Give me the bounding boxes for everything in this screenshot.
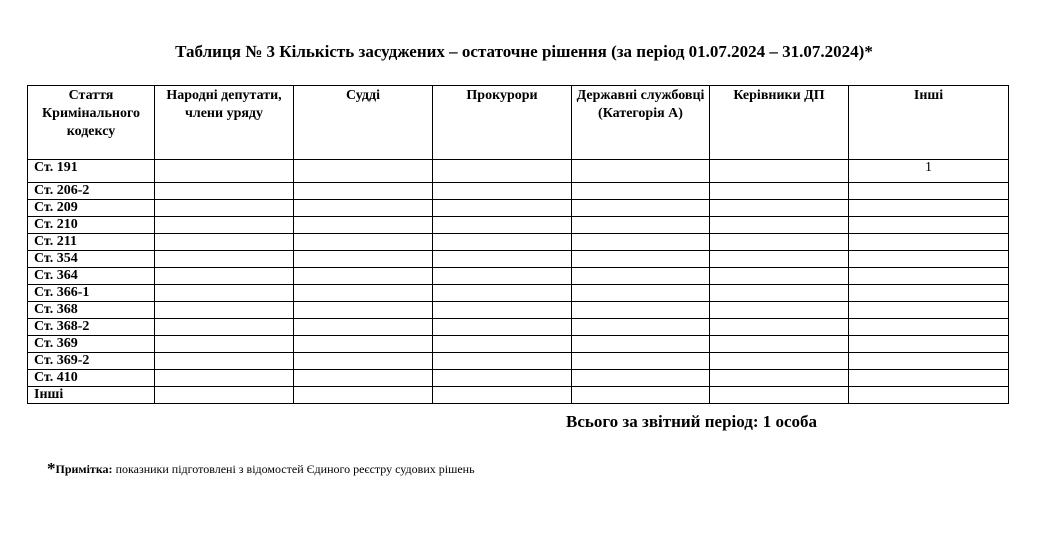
table-cell: [710, 370, 849, 387]
table-cell: [433, 336, 572, 353]
table-cell: [710, 160, 849, 183]
table-cell: [155, 302, 294, 319]
table-cell: [710, 319, 849, 336]
article-cell: Інші: [28, 387, 155, 404]
article-cell: Ст. 410: [28, 370, 155, 387]
table-cell: [710, 268, 849, 285]
table-cell: [710, 285, 849, 302]
column-header-civil-servants: Державні службовці (Категорія А): [572, 86, 710, 160]
footnote: [47, 459, 475, 479]
table-cell: [155, 268, 294, 285]
table-cell: 1: [849, 160, 1009, 183]
table-cell: [849, 387, 1009, 404]
table-row: [28, 285, 1009, 302]
footnote-label: Примітка:: [55, 462, 113, 476]
table-cell: [433, 387, 572, 404]
table-row: [28, 302, 1009, 319]
table-cell: [849, 217, 1009, 234]
table-cell: [155, 285, 294, 302]
article-cell: Ст. 369: [28, 336, 155, 353]
article-cell: Ст. 210: [28, 217, 155, 234]
table-cell: [849, 302, 1009, 319]
article-cell: Ст. 209: [28, 200, 155, 217]
page-title: Таблиця № 3 Кількість засуджених – остаточне рішення (за період 01.07.2024 – 31.07.2024)*: [175, 42, 873, 61]
article-cell: Ст. 211: [28, 234, 155, 251]
table-cell: [155, 336, 294, 353]
table-cell: [294, 183, 433, 200]
table-cell: [155, 200, 294, 217]
table-cell: [849, 353, 1009, 370]
table-cell: [849, 319, 1009, 336]
table-cell: [849, 285, 1009, 302]
table-cell: [433, 319, 572, 336]
column-header-prosecutors: Прокурори: [433, 86, 572, 160]
table-cell: [572, 302, 710, 319]
table-cell: [294, 336, 433, 353]
table-cell: [433, 183, 572, 200]
table-cell: [572, 234, 710, 251]
table-row: [28, 183, 1009, 200]
table-row: [28, 268, 1009, 285]
table-cell: [155, 387, 294, 404]
table-row: [28, 217, 1009, 234]
table-row: [28, 160, 1009, 183]
table-cell: [572, 370, 710, 387]
table-row: [28, 353, 1009, 370]
table-cell: [155, 353, 294, 370]
column-header-state-enterprise-heads: Керівники ДП: [710, 86, 849, 160]
table-cell: [710, 251, 849, 268]
table-cell: [710, 336, 849, 353]
table-cell: [433, 251, 572, 268]
article-cell: Ст. 366-1: [28, 285, 155, 302]
table-cell: [294, 234, 433, 251]
article-cell: Ст. 369-2: [28, 353, 155, 370]
table-cell: [155, 370, 294, 387]
table-row: [28, 370, 1009, 387]
footnote-text: показники підготовлені з відомостей Єдиного реєстру судових рішень: [112, 462, 475, 476]
table-cell: [294, 268, 433, 285]
table-cell: [294, 302, 433, 319]
table-cell: [155, 217, 294, 234]
table-cell: [294, 217, 433, 234]
table-cell: [294, 353, 433, 370]
article-cell: Ст. 368: [28, 302, 155, 319]
column-header-mps: Народні депутати, члени уряду: [155, 86, 294, 160]
table-cell: [294, 200, 433, 217]
table-cell: [572, 387, 710, 404]
total-summary: Всього за звітний період: 1 особа: [566, 412, 818, 431]
table-cell: [155, 251, 294, 268]
table-cell: [849, 234, 1009, 251]
table-cell: [155, 160, 294, 183]
table-row: [28, 387, 1009, 404]
table-cell: [572, 160, 710, 183]
column-header-judges: Судді: [294, 86, 433, 160]
table-cell: [294, 387, 433, 404]
table-cell: [572, 285, 710, 302]
table-row: [28, 336, 1009, 353]
table-cell: [433, 268, 572, 285]
table-cell: [294, 160, 433, 183]
table-cell: [155, 234, 294, 251]
table-row: [28, 200, 1009, 217]
table-cell: [294, 251, 433, 268]
table-cell: [433, 234, 572, 251]
column-header-others: Інші: [849, 86, 1009, 160]
table-cell: [433, 217, 572, 234]
table-cell: [433, 200, 572, 217]
table-cell: [572, 319, 710, 336]
table-cell: [849, 370, 1009, 387]
table-row: [28, 234, 1009, 251]
table-cell: [155, 183, 294, 200]
article-cell: Ст. 364: [28, 268, 155, 285]
table-cell: [294, 285, 433, 302]
footnote-star: *: [47, 459, 56, 478]
table-cell: [572, 217, 710, 234]
table-cell: [572, 251, 710, 268]
table-cell: [572, 268, 710, 285]
table-cell: [849, 268, 1009, 285]
convictions-table: [27, 85, 1009, 404]
table-cell: [572, 353, 710, 370]
table-cell: [572, 336, 710, 353]
table-cell: [294, 319, 433, 336]
table-cell: [572, 200, 710, 217]
table-cell: [710, 200, 849, 217]
table-cell: [849, 336, 1009, 353]
table-cell: [710, 353, 849, 370]
table-cell: [433, 370, 572, 387]
table-cell: [710, 217, 849, 234]
column-header-article: Стаття Кримінального кодексу: [28, 86, 155, 160]
table-cell: [710, 302, 849, 319]
table-cell: [849, 200, 1009, 217]
article-cell: Ст. 368-2: [28, 319, 155, 336]
table-cell: [294, 370, 433, 387]
table-cell: [849, 183, 1009, 200]
table-cell: [433, 285, 572, 302]
table-cell: [433, 160, 572, 183]
table-cell: [710, 234, 849, 251]
article-cell: Ст. 206-2: [28, 183, 155, 200]
table-body: [28, 160, 1009, 404]
table-cell: [433, 353, 572, 370]
table-cell: [849, 251, 1009, 268]
article-cell: Ст. 191: [28, 160, 155, 183]
table-header-row: [28, 86, 1009, 160]
table-row: [28, 251, 1009, 268]
table-cell: [710, 387, 849, 404]
table-cell: [433, 302, 572, 319]
article-cell: Ст. 354: [28, 251, 155, 268]
table-row: [28, 319, 1009, 336]
table-cell: [710, 183, 849, 200]
table-cell: [155, 319, 294, 336]
table-cell: [572, 183, 710, 200]
